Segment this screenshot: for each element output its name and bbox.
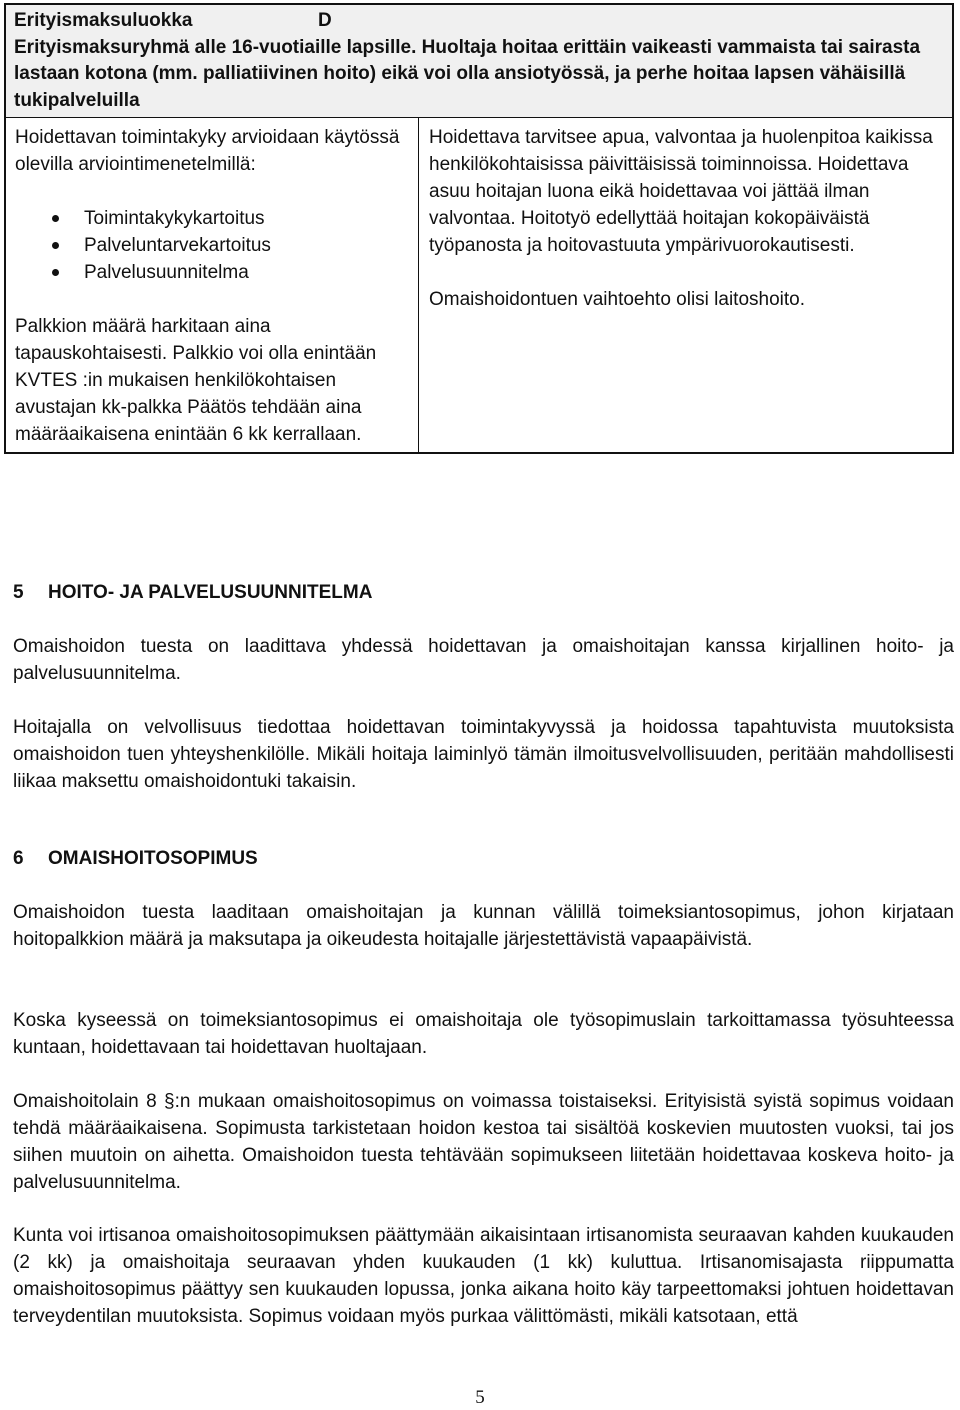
- care-need-description: Hoidettava tarvitsee apua, valvontaa ja huolenpitoa kaikissa henkilökohtaisissa päivittäisissä toiminnoissa. Hoidettava asuu hoitajan luona eikä hoidettavaa voi jättää ilman valvontaa. Hoitotyö edellyttää hoitajan kokopäiväistä työpanosta ja hoitovastuuta ympärivuorokautisesti.: [429, 127, 933, 256]
- section-title: HOITO- JA PALVELUSUUNNITELMA: [48, 582, 373, 603]
- assessment-method-list: [15, 205, 410, 286]
- page-number: 5: [475, 1387, 485, 1408]
- section-6-paragraph: Koska kyseessä on toimeksiantosopimus ei omaishoitaja ole työsopimuslain tarkoittamassa työsuhteessa kuntaan, hoidettavaan tai hoidettavan huoltajaan.: [13, 1010, 954, 1058]
- list-item: [15, 205, 410, 232]
- section-6-heading: [13, 846, 258, 872]
- table-body: [6, 118, 952, 452]
- list-item-label: Palvelusuunnitelma: [84, 262, 249, 283]
- section-5-paragraph: Omaishoidon tuesta on laadittava yhdessä hoidettavan ja omaishoitajan kanssa kirjallinen hoito- ja palvelusuunnitelma.: [13, 636, 954, 684]
- list-item-label: Toimintakykykartoitus: [84, 208, 265, 229]
- section-5-heading: [13, 580, 372, 606]
- section-6-paragraph: Kunta voi irtisanoa omaishoitosopimuksen päättymään aikaisintaan irtisanomista seuraavan kahden kuukauden (2 kk) ja omaishoitaja seuraavan yhden kuukauden (1 kk) kuluttua. Irtisanomisajasta riippumatta omaishoitosopimus päättyy sen kuukauden lopussa, jonka aikana hoito käy tarpeettomaksi johtuen hoidettavan terveydentilan muutoksista. Sopimus voidaan myös purkaa välittömästi, mikäli katsotaan, että: [13, 1225, 954, 1327]
- payment-class-table: [4, 3, 954, 454]
- class-label: Erityismaksuluokka: [14, 10, 193, 31]
- table-header: [6, 5, 952, 118]
- assessment-column: [6, 118, 419, 452]
- list-item-label: Palveluntarvekartoitus: [84, 235, 271, 256]
- assessment-intro: Hoidettavan toimintakyky arvioidaan käytössä olevilla arviointimenetelmillä:: [15, 127, 400, 175]
- bullet-icon: [52, 242, 59, 249]
- care-need-column: [419, 118, 952, 452]
- section-title: OMAISHOITOSOPIMUS: [48, 848, 258, 869]
- class-value: D: [318, 10, 332, 31]
- list-item: [15, 259, 410, 286]
- bullet-icon: [52, 215, 59, 222]
- section-6-paragraph: Omaishoitolain 8 §:n mukaan omaishoitosopimus on voimassa toistaiseksi. Erityisistä syistä sopimus voidaan tehdä määräaikaisena. Sopimusta tarkistetaan hoidon kestoa tai sisältöä koskevien muutosten vuoksi, tai jos siihen muutoin on aihetta. Omaishoidon tuesta tehtävään sopimukseen liitetään hoidettavaa koskeva hoito- ja palvelusuunnitelma.: [13, 1091, 954, 1193]
- section-5-paragraph: Hoitajalla on velvollisuus tiedottaa hoidettavan toimintakyvyssä ja hoidossa tapahtuvista muutoksista omaishoidon tuen yhteyshenkilölle. Mikäli hoitaja laiminlyö tämän ilmoitusvelvollisuuden, peritään mahdollisesti liikaa maksettu omaishoidontuki takaisin.: [13, 717, 954, 792]
- section-number: 5: [13, 582, 24, 603]
- group-description: Erityismaksuryhmä alle 16-vuotiaille lapsille. Huoltaja hoitaa erittäin vaikeasti vammaista tai sairasta lastaan kotona (mm. palliatiivinen hoito) eikä voi olla ansiotyössä, ja perhe hoitaa lapsen vähäisillä tukipalveluilla: [14, 36, 921, 111]
- list-item: [15, 232, 410, 259]
- section-number: 6: [13, 848, 24, 869]
- bullet-icon: [52, 269, 59, 276]
- section-6-paragraph: Omaishoidon tuesta laaditaan omaishoitajan ja kunnan välillä toimeksiantosopimus, johon kirjataan hoitopalkkion määrä ja maksutapa ja oikeudesta hoitajalle järjestettävistä vapaapäivistä.: [13, 902, 954, 950]
- class-row: [14, 8, 944, 35]
- fee-description: Palkkion määrä harkitaan aina tapauskohtaisesti. Palkkio voi olla enintään KVTES :in mukaisen henkilökohtaisen avustajan kk-palkka Päätös tehdään aina määräaikaisena enintään 6 kk kerrallaan.: [15, 316, 377, 445]
- care-alternative: Omaishoidontuen vaihtoehto olisi laitoshoito.: [429, 289, 806, 310]
